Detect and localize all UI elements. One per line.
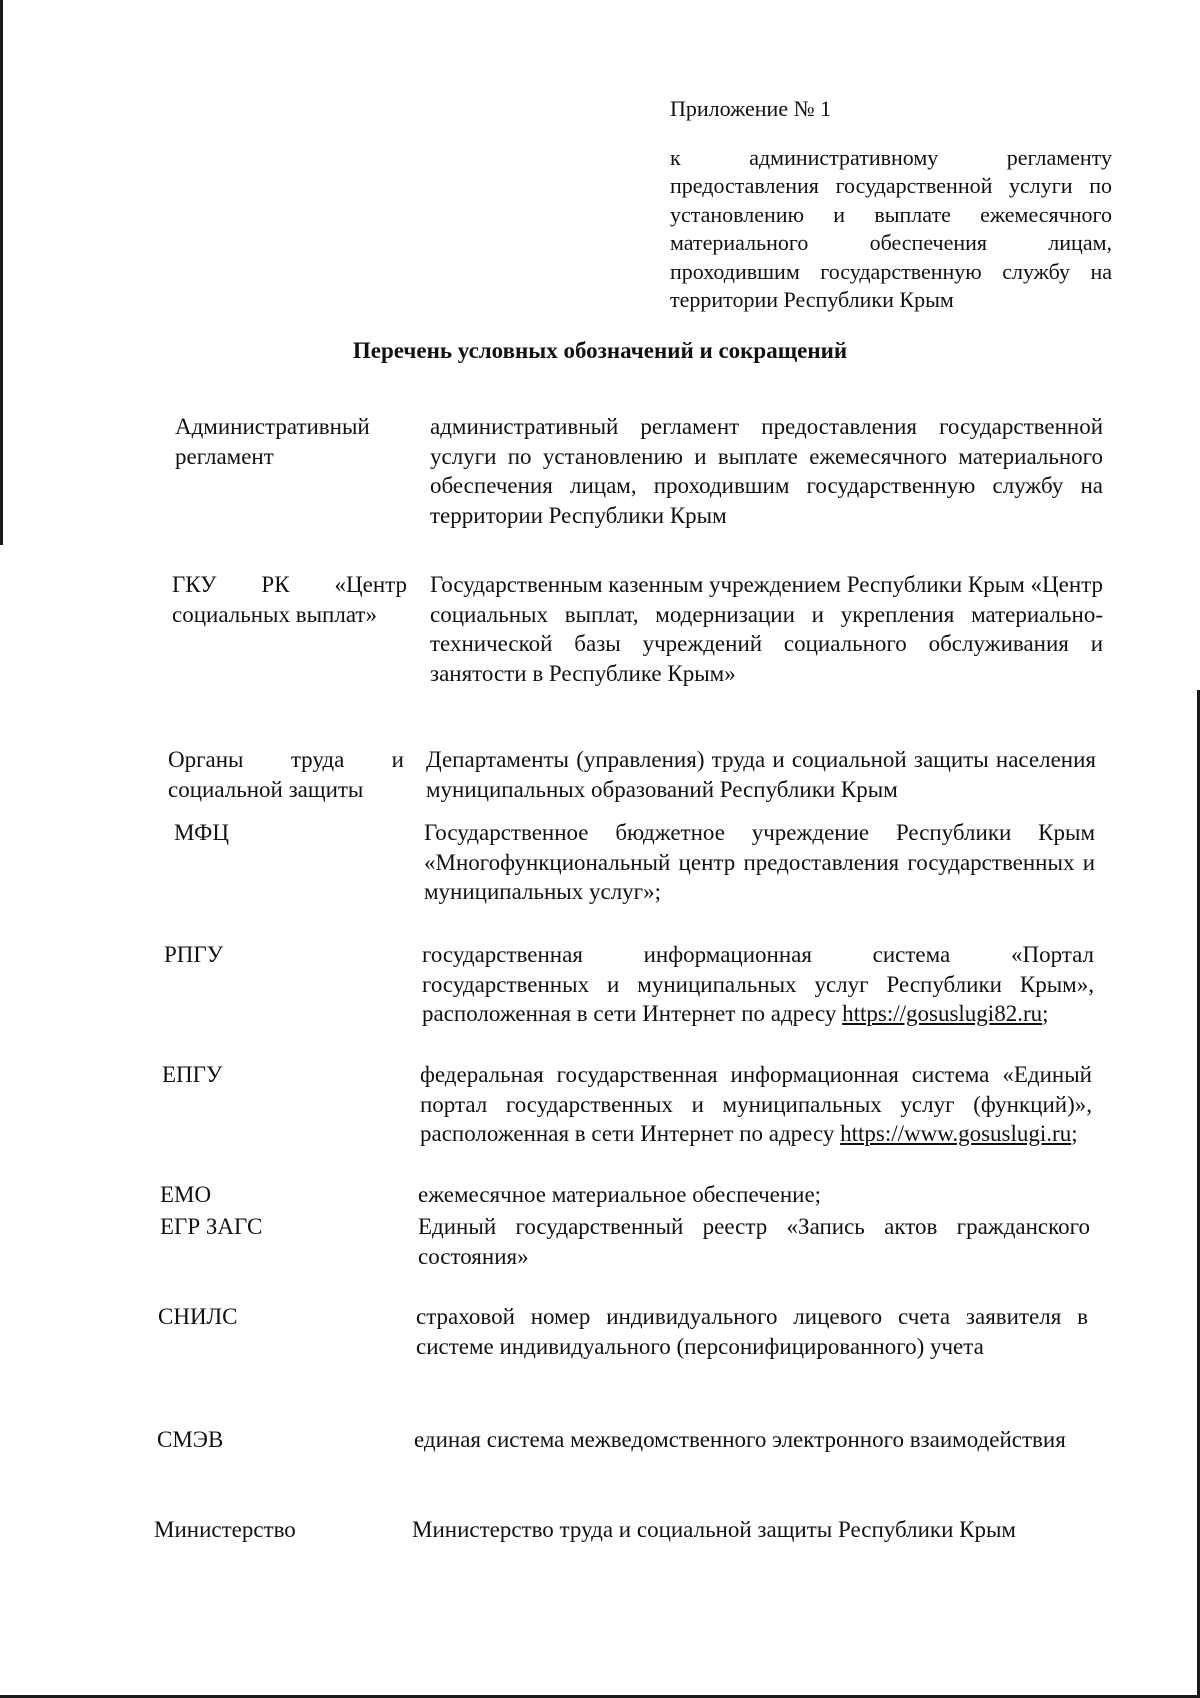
abbreviation-definition: страховой номер индивидуального лицевого счета заявителя в системе индивидуального (персонифицированного) учета (416, 1304, 1088, 1359)
abbreviation-term: Административный регламент (175, 414, 370, 469)
abbreviation-term: Министерство (154, 1517, 296, 1542)
abbreviation-definition: единая система межведомственного электронного взаимодействия (414, 1427, 1066, 1452)
definition-tail: ; (1042, 1001, 1049, 1026)
abbreviation-definition (422, 940, 1094, 1029)
abbreviation-term: РПГУ (164, 942, 223, 967)
abbreviation-definition: Министерство труда и социальной защиты Республики Крым (412, 1517, 1016, 1542)
definition-text: государственная информационная система «Портал государственных и муниципальных услуг Республики Крым», расположенная в сети Интернет по адресу (422, 942, 1094, 1026)
abbreviation-definition: ежемесячное материальное обеспечение; (418, 1182, 822, 1207)
abbreviation-term: МФЦ (174, 820, 229, 845)
abbreviation-term: ЕПГУ (162, 1062, 223, 1087)
document-title: Перечень условных обозначений и сокращений (352, 338, 848, 363)
abbreviation-term: ЕГР ЗАГС (160, 1214, 263, 1239)
abbreviation-term: ЕМО (160, 1182, 212, 1207)
abbreviation-definition: административный регламент предоставления государственной услуги по установлению и выплате ежемесячного материального обеспечения лицам, проходившим государственную службу на территории Республики Крым (430, 414, 1103, 528)
abbreviation-term: СНИЛС (158, 1304, 238, 1329)
scan-edge-left (0, 0, 3, 545)
portal-link[interactable]: https://www.gosuslugi.ru (840, 1121, 1072, 1146)
annex-text: к административному регламенту предоставления государственной услуги по установлению и выплате ежемесячного материального обеспечения лицам, проходившим государственную службу на территории Республики Крым (670, 144, 1112, 312)
definition-tail: ; (1071, 1121, 1078, 1146)
abbreviation-definition: Департаменты (управления) труда и социальной защиты населения муниципальных образований Республики Крым (426, 747, 1096, 802)
abbreviation-term: Органы труда и социальной защиты (168, 747, 404, 802)
abbreviation-term: ГКУ РК «Центр социальных выплат» (172, 572, 407, 627)
abbreviation-definition: Государственное бюджетное учреждение Республики Крым «Многофункциональный центр предоставления государственных и муниципальных услуг»; (424, 820, 1095, 904)
portal-link[interactable]: https://gosuslugi82.ru (842, 1001, 1043, 1026)
abbreviation-definition: Государственным казенным учреждением Республики Крым «Центр социальных выплат, модернизации и укрепления материально-технической базы учреждений социального обслуживания и занятости в Республике Крым» (430, 572, 1103, 686)
annex-title: Приложение № 1 (670, 96, 832, 121)
abbreviation-definition (420, 1060, 1092, 1149)
definition-text: федеральная государственная информационная система «Единый портал государственных и муниципальных услуг (функций)», расположенная в сети Интернет по адресу (420, 1062, 1092, 1146)
abbreviation-definition: Единый государственный реестр «Запись актов гражданского состояния» (418, 1214, 1090, 1269)
annex-block (670, 95, 1112, 315)
abbreviation-term: СМЭВ (157, 1427, 224, 1452)
